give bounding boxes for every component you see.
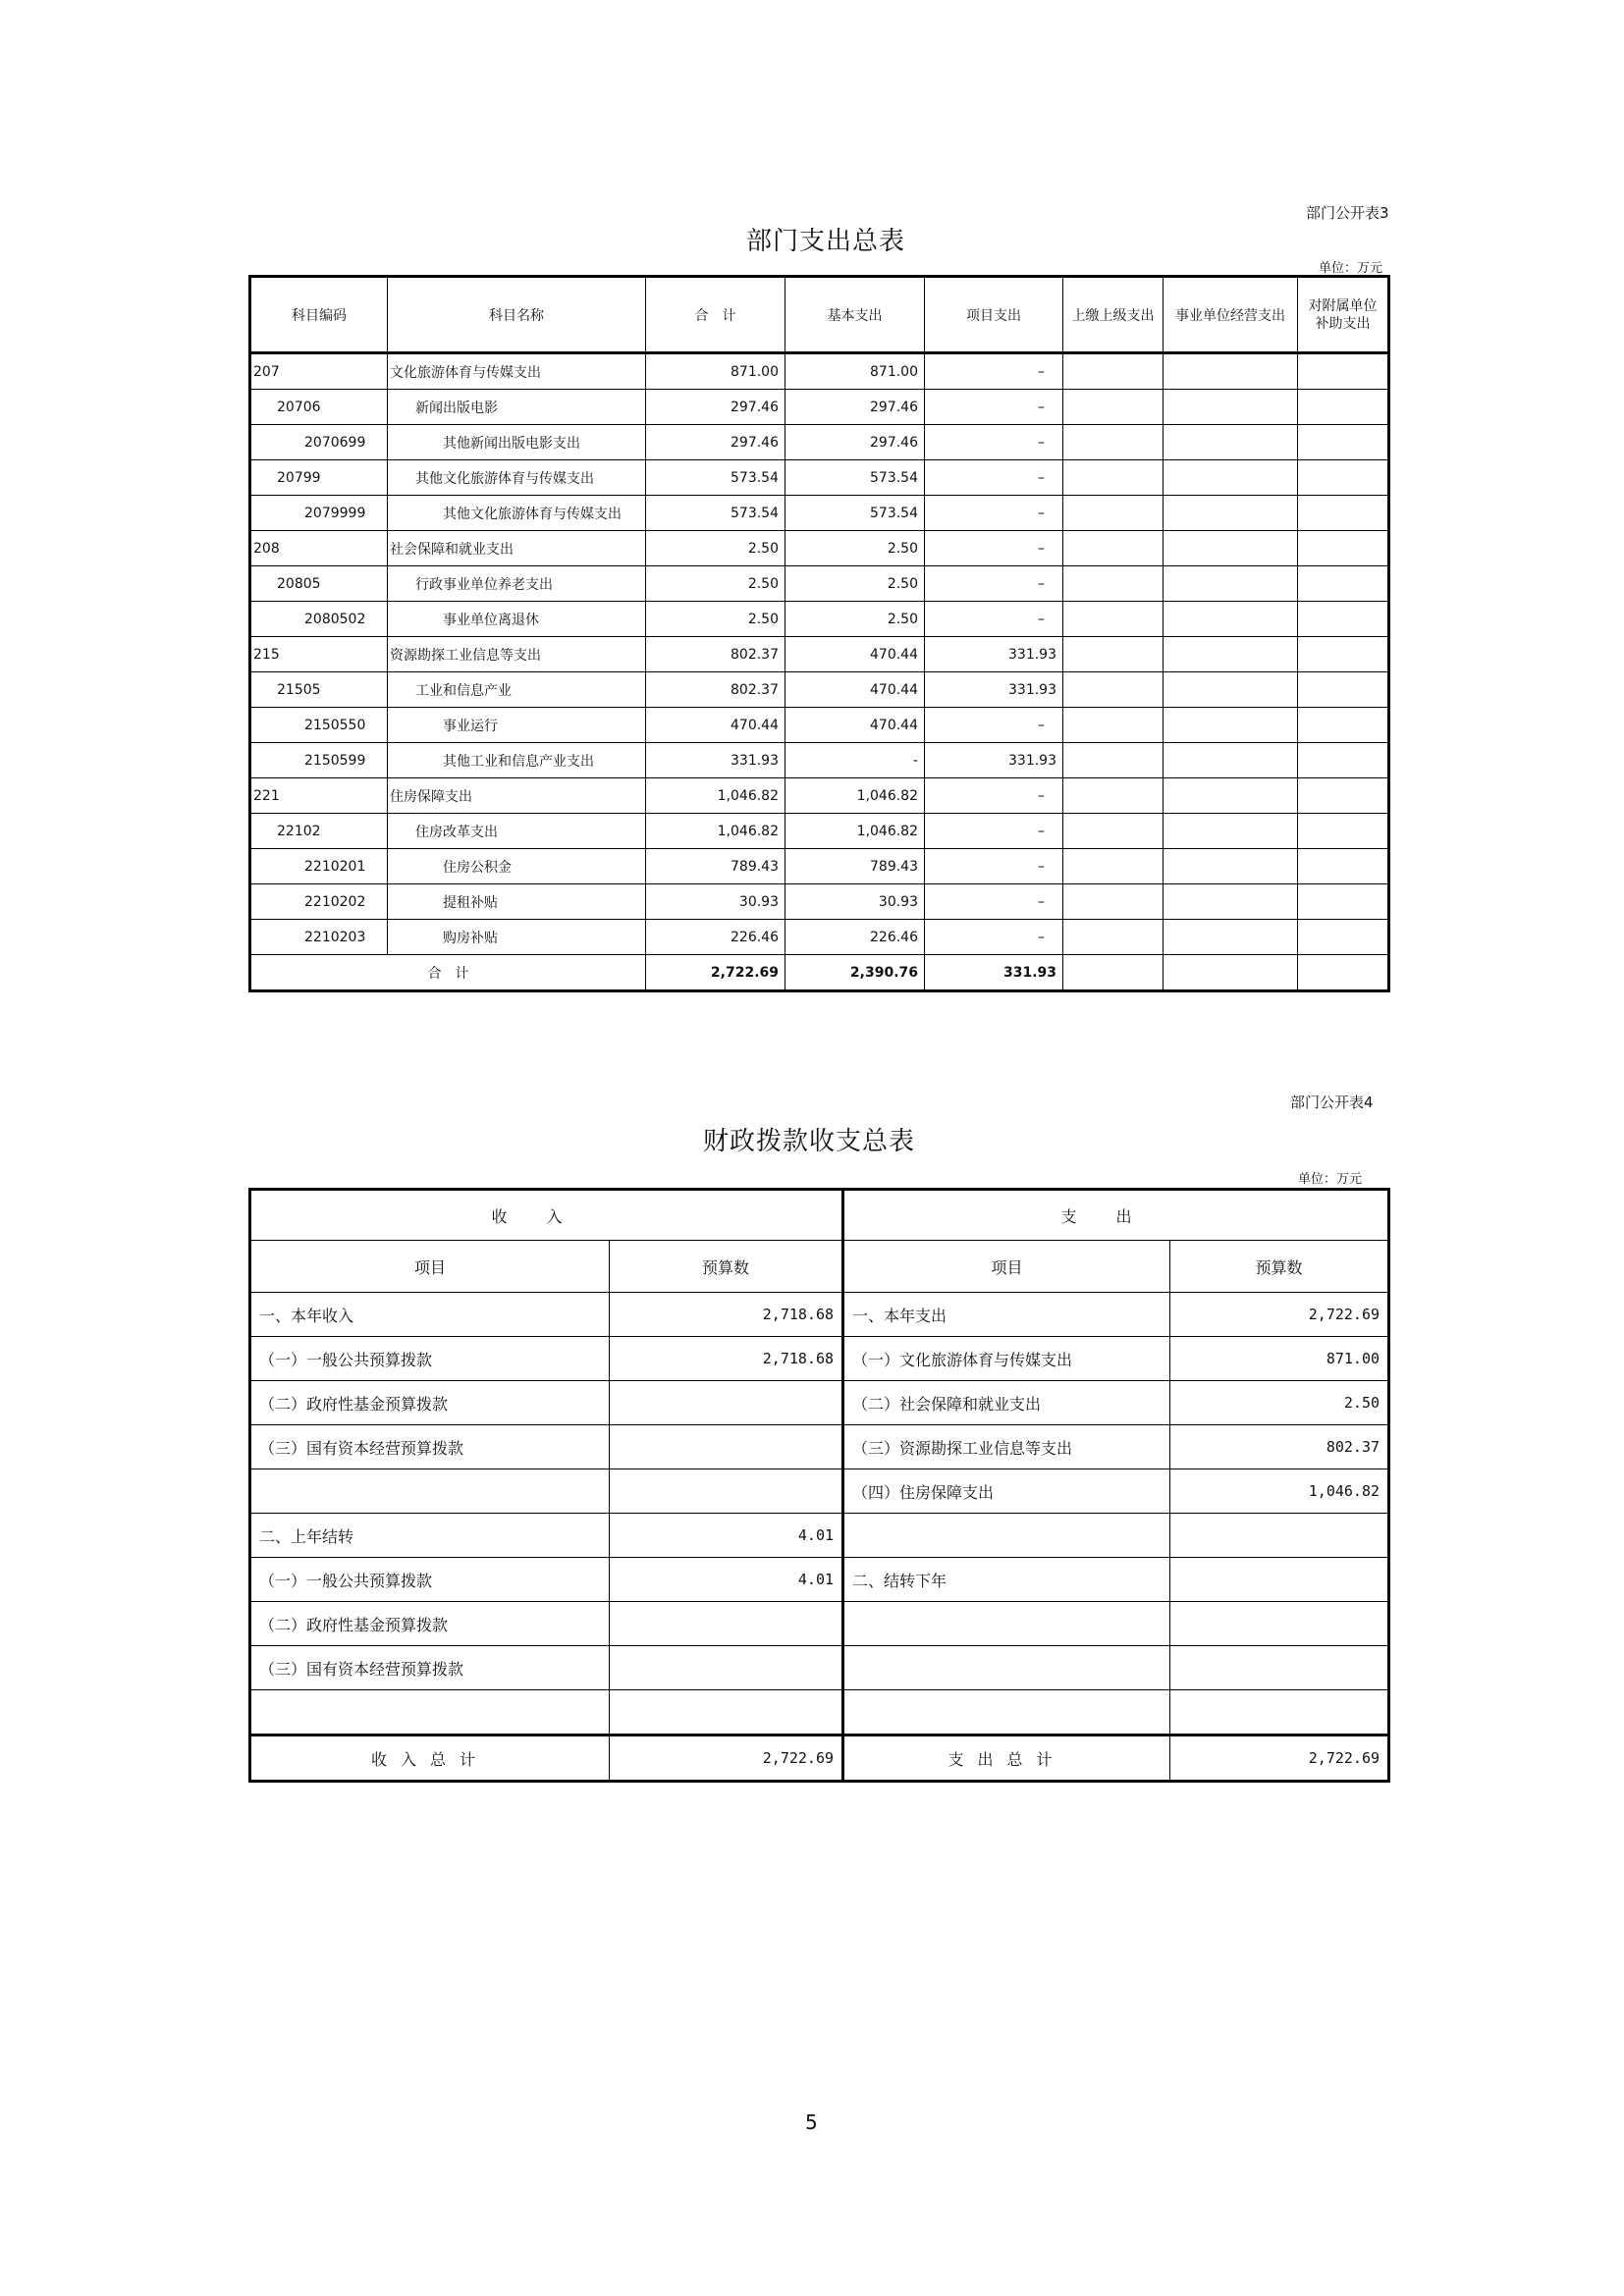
col-business: 事业单位经营支出 (1164, 277, 1298, 353)
subsidy-amount (1298, 531, 1389, 566)
income-amount: 2,718.68 (610, 1337, 843, 1381)
subsidy-amount (1298, 708, 1389, 743)
income-amount: 4.01 (610, 1514, 843, 1558)
subsidy-amount (1298, 496, 1389, 531)
basic-amount: 470.44 (785, 708, 925, 743)
subsidy-amount (1298, 602, 1389, 637)
income-item: 二、上年结转 (250, 1514, 610, 1558)
col-code: 科目编码 (250, 277, 388, 353)
expense-item-header: 项目 (843, 1241, 1170, 1293)
upper-amount (1063, 920, 1164, 955)
table-row (250, 496, 1389, 531)
income-item: （三）国有资本经营预算拨款 (250, 1646, 610, 1690)
subject-code: 208 (250, 531, 388, 566)
page-number: 5 (805, 2110, 818, 2134)
project-amount: – (925, 531, 1063, 566)
expense-total-amount: 2,722.69 (1170, 1735, 1389, 1782)
table-row (250, 460, 1389, 496)
basic-amount: 470.44 (785, 637, 925, 672)
subject-name: 社会保障和就业支出 (388, 531, 646, 566)
subject-code: 2210201 (250, 849, 388, 884)
total-amount: 573.54 (646, 496, 785, 531)
business-amount (1164, 920, 1298, 955)
dept-expenditure-table (248, 275, 1390, 992)
col-project: 项目支出 (925, 277, 1063, 353)
table-row (250, 425, 1389, 460)
table-row (250, 778, 1389, 814)
subject-code: 2150599 (250, 743, 388, 778)
total-amount: 789.43 (646, 849, 785, 884)
upper-amount (1063, 778, 1164, 814)
subject-code: 215 (250, 637, 388, 672)
subject-code: 22102 (250, 814, 388, 849)
table-row (250, 708, 1389, 743)
upper-amount (1063, 884, 1164, 920)
table4-total-row (250, 1735, 1389, 1782)
table-row (250, 884, 1389, 920)
grand-total: 2,722.69 (646, 955, 785, 991)
table-row (250, 1690, 1389, 1735)
basic-amount: 871.00 (785, 353, 925, 390)
subject-code: 2150550 (250, 708, 388, 743)
subject-code: 20799 (250, 460, 388, 496)
table4-unit: 单位：万元 (1298, 1172, 1363, 1187)
total-amount: 226.46 (646, 920, 785, 955)
table-row (250, 1514, 1389, 1558)
table-row (250, 531, 1389, 566)
subsidy-amount (1298, 849, 1389, 884)
upper-amount (1063, 672, 1164, 708)
expense-item: （四）住房保障支出 (843, 1469, 1170, 1514)
table3-total-row (250, 955, 1389, 991)
subsidy-amount (1298, 566, 1389, 602)
subject-name: 新闻出版电影 (388, 390, 646, 425)
income-amount (610, 1425, 843, 1469)
total-amount: 470.44 (646, 708, 785, 743)
subject-code: 2210202 (250, 884, 388, 920)
expense-amount: 1,046.82 (1170, 1469, 1389, 1514)
income-item: （一）一般公共预算拨款 (250, 1337, 610, 1381)
subsidy-amount (1298, 743, 1389, 778)
subject-code: 20706 (250, 390, 388, 425)
upper-amount (1063, 637, 1164, 672)
subject-name: 行政事业单位养老支出 (388, 566, 646, 602)
business-amount (1164, 496, 1298, 531)
table3-header-row (250, 277, 1389, 353)
basic-amount: 297.46 (785, 390, 925, 425)
expense-item (843, 1514, 1170, 1558)
project-amount: – (925, 849, 1063, 884)
business-amount (1164, 353, 1298, 390)
expense-amount (1170, 1602, 1389, 1646)
table-row (250, 390, 1389, 425)
basic-amount: - (785, 743, 925, 778)
expense-item: （二）社会保障和就业支出 (843, 1381, 1170, 1425)
basic-amount: 2.50 (785, 602, 925, 637)
subject-code: 21505 (250, 672, 388, 708)
table-row (250, 637, 1389, 672)
table-row (250, 1646, 1389, 1690)
table4-tag: 部门公开表4 (1290, 1094, 1374, 1111)
subject-name: 资源勘探工业信息等支出 (388, 637, 646, 672)
business-amount (1164, 884, 1298, 920)
income-item (250, 1469, 610, 1514)
project-amount: – (925, 353, 1063, 390)
income-item (250, 1690, 610, 1735)
table-row (250, 1293, 1389, 1337)
subsidy-amount (1298, 884, 1389, 920)
project-amount: – (925, 425, 1063, 460)
project-amount: – (925, 920, 1063, 955)
col-total: 合 计 (646, 277, 785, 353)
upper-amount (1063, 708, 1164, 743)
project-amount: – (925, 602, 1063, 637)
total-amount: 297.46 (646, 390, 785, 425)
subject-code: 221 (250, 778, 388, 814)
col-name: 科目名称 (388, 277, 646, 353)
table-row (250, 353, 1389, 390)
income-item: 一、本年收入 (250, 1293, 610, 1337)
table-row (250, 920, 1389, 955)
income-budget-header: 预算数 (610, 1241, 843, 1293)
project-amount: – (925, 778, 1063, 814)
subject-name: 其他新闻出版电影支出 (388, 425, 646, 460)
income-item-header: 项目 (250, 1241, 610, 1293)
grand-project: 331.93 (925, 955, 1063, 991)
expense-item: （三）资源勘探工业信息等支出 (843, 1425, 1170, 1469)
grand-upper (1063, 955, 1164, 991)
subject-name: 提租补贴 (388, 884, 646, 920)
expense-header: 支出 (843, 1190, 1389, 1241)
subsidy-amount (1298, 814, 1389, 849)
project-amount: – (925, 390, 1063, 425)
expense-amount: 871.00 (1170, 1337, 1389, 1381)
subject-name: 购房补贴 (388, 920, 646, 955)
grand-business (1164, 955, 1298, 991)
total-amount: 2.50 (646, 531, 785, 566)
total-amount: 573.54 (646, 460, 785, 496)
col-upper: 上缴上级支出 (1063, 277, 1164, 353)
project-amount: – (925, 496, 1063, 531)
basic-amount: 1,046.82 (785, 814, 925, 849)
basic-amount: 573.54 (785, 460, 925, 496)
expense-amount (1170, 1690, 1389, 1735)
total-amount: 2.50 (646, 566, 785, 602)
income-amount (610, 1381, 843, 1425)
grand-subsidy (1298, 955, 1389, 991)
expense-item: （一）文化旅游体育与传媒支出 (843, 1337, 1170, 1381)
business-amount (1164, 566, 1298, 602)
business-amount (1164, 390, 1298, 425)
total-amount: 1,046.82 (646, 778, 785, 814)
basic-amount: 2.50 (785, 566, 925, 602)
project-amount: 331.93 (925, 743, 1063, 778)
subject-code: 2210203 (250, 920, 388, 955)
basic-amount: 2.50 (785, 531, 925, 566)
subject-name: 住房公积金 (388, 849, 646, 884)
expense-item: 一、本年支出 (843, 1293, 1170, 1337)
business-amount (1164, 460, 1298, 496)
business-amount (1164, 672, 1298, 708)
subject-code: 207 (250, 353, 388, 390)
income-amount: 2,718.68 (610, 1293, 843, 1337)
project-amount: 331.93 (925, 637, 1063, 672)
upper-amount (1063, 743, 1164, 778)
subsidy-amount (1298, 460, 1389, 496)
expense-amount (1170, 1558, 1389, 1602)
business-amount (1164, 602, 1298, 637)
table-row (250, 1381, 1389, 1425)
project-amount: – (925, 460, 1063, 496)
subject-code: 20805 (250, 566, 388, 602)
subsidy-amount (1298, 672, 1389, 708)
upper-amount (1063, 425, 1164, 460)
subject-name: 其他工业和信息产业支出 (388, 743, 646, 778)
expense-item: 二、结转下年 (843, 1558, 1170, 1602)
subject-code: 2080502 (250, 602, 388, 637)
expense-amount (1170, 1514, 1389, 1558)
basic-amount: 789.43 (785, 849, 925, 884)
subsidy-amount (1298, 353, 1389, 390)
business-amount (1164, 743, 1298, 778)
basic-amount: 470.44 (785, 672, 925, 708)
table-row (250, 1337, 1389, 1381)
total-amount: 871.00 (646, 353, 785, 390)
income-amount (610, 1469, 843, 1514)
subject-name: 住房改革支出 (388, 814, 646, 849)
table-row (250, 566, 1389, 602)
income-amount (610, 1646, 843, 1690)
subsidy-amount (1298, 390, 1389, 425)
table4-header-row2 (250, 1241, 1389, 1293)
expense-item (843, 1602, 1170, 1646)
total-amount: 331.93 (646, 743, 785, 778)
expense-amount: 2,722.69 (1170, 1293, 1389, 1337)
subsidy-amount (1298, 425, 1389, 460)
basic-amount: 1,046.82 (785, 778, 925, 814)
total-label: 合 计 (250, 955, 646, 991)
upper-amount (1063, 814, 1164, 849)
table-row (250, 849, 1389, 884)
total-amount: 2.50 (646, 602, 785, 637)
expense-total-label: 支出总计 (843, 1735, 1170, 1782)
income-amount (610, 1690, 843, 1735)
table-row (250, 1469, 1389, 1514)
income-total-label: 收入总计 (250, 1735, 610, 1782)
table-row (250, 1558, 1389, 1602)
income-item: （二）政府性基金预算拨款 (250, 1381, 610, 1425)
col-basic: 基本支出 (785, 277, 925, 353)
grand-basic: 2,390.76 (785, 955, 925, 991)
project-amount: 331.93 (925, 672, 1063, 708)
col-subsidy: 对附属单位补助支出 (1298, 277, 1389, 353)
total-amount: 802.37 (646, 672, 785, 708)
business-amount (1164, 849, 1298, 884)
upper-amount (1063, 353, 1164, 390)
business-amount (1164, 531, 1298, 566)
subject-name: 工业和信息产业 (388, 672, 646, 708)
table-row (250, 672, 1389, 708)
total-amount: 802.37 (646, 637, 785, 672)
upper-amount (1063, 602, 1164, 637)
table-row (250, 1425, 1389, 1469)
table-row (250, 814, 1389, 849)
expense-amount (1170, 1646, 1389, 1690)
table3-tag: 部门公开表3 (1306, 204, 1389, 222)
table-row (250, 1602, 1389, 1646)
subject-name: 事业单位离退休 (388, 602, 646, 637)
upper-amount (1063, 566, 1164, 602)
income-total-amount: 2,722.69 (610, 1735, 843, 1782)
income-item: （二）政府性基金预算拨款 (250, 1602, 610, 1646)
table4-header-row1 (250, 1190, 1389, 1241)
income-header: 收入 (250, 1190, 843, 1241)
upper-amount (1063, 390, 1164, 425)
table-row (250, 743, 1389, 778)
subsidy-amount (1298, 637, 1389, 672)
subject-name: 其他文化旅游体育与传媒支出 (388, 460, 646, 496)
income-amount: 4.01 (610, 1558, 843, 1602)
subject-code: 2079999 (250, 496, 388, 531)
total-amount: 1,046.82 (646, 814, 785, 849)
total-amount: 297.46 (646, 425, 785, 460)
business-amount (1164, 778, 1298, 814)
project-amount: – (925, 566, 1063, 602)
expense-budget-header: 预算数 (1170, 1241, 1389, 1293)
subject-name: 事业运行 (388, 708, 646, 743)
basic-amount: 297.46 (785, 425, 925, 460)
subject-name: 其他文化旅游体育与传媒支出 (388, 496, 646, 531)
basic-amount: 226.46 (785, 920, 925, 955)
basic-amount: 30.93 (785, 884, 925, 920)
subject-code: 2070699 (250, 425, 388, 460)
project-amount: – (925, 884, 1063, 920)
project-amount: – (925, 814, 1063, 849)
upper-amount (1063, 849, 1164, 884)
total-amount: 30.93 (646, 884, 785, 920)
expense-item (843, 1646, 1170, 1690)
table-row (250, 602, 1389, 637)
basic-amount: 573.54 (785, 496, 925, 531)
income-item: （三）国有资本经营预算拨款 (250, 1425, 610, 1469)
subsidy-amount (1298, 778, 1389, 814)
expense-item (843, 1690, 1170, 1735)
expense-amount: 802.37 (1170, 1425, 1389, 1469)
subject-name: 住房保障支出 (388, 778, 646, 814)
income-amount (610, 1602, 843, 1646)
subject-name: 文化旅游体育与传媒支出 (388, 353, 646, 390)
business-amount (1164, 814, 1298, 849)
business-amount (1164, 425, 1298, 460)
income-item: （一）一般公共预算拨款 (250, 1558, 610, 1602)
fiscal-allocation-table (248, 1188, 1390, 1783)
expense-amount: 2.50 (1170, 1381, 1389, 1425)
table3-unit: 单位：万元 (1319, 261, 1383, 276)
project-amount: – (925, 708, 1063, 743)
business-amount (1164, 637, 1298, 672)
business-amount (1164, 708, 1298, 743)
subsidy-amount (1298, 920, 1389, 955)
table4-title: 财政拨款收支总表 (703, 1127, 916, 1156)
upper-amount (1063, 496, 1164, 531)
upper-amount (1063, 460, 1164, 496)
table3-title: 部门支出总表 (746, 227, 906, 256)
upper-amount (1063, 531, 1164, 566)
